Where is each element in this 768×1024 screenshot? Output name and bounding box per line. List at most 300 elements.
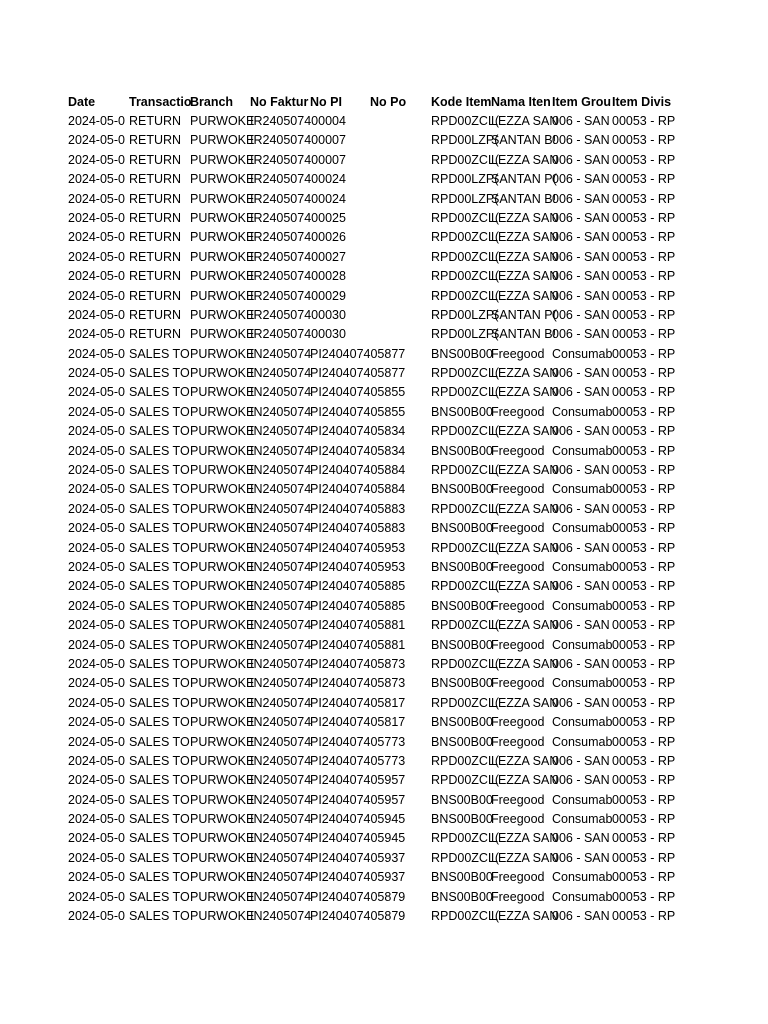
cell-date[interactable]: 2024-05-0 [68, 288, 125, 303]
cell-no-faktur[interactable]: IR240507400027 [250, 249, 346, 264]
cell-kode-item[interactable]: RPD00ZCL( [431, 152, 500, 167]
cell-item-division[interactable]: 00053 - RP [612, 559, 676, 574]
cell-transaction[interactable]: SALES TO [129, 909, 190, 924]
cell-no-faktur[interactable]: IN2405074 [250, 909, 312, 924]
cell-no-pi[interactable]: PI240407405855 [310, 404, 406, 419]
cell-branch[interactable]: PURWOKE [190, 172, 255, 187]
table-row[interactable] [68, 422, 688, 441]
cell-date[interactable]: 2024-05-0 [68, 773, 125, 788]
cell-kode-item[interactable]: RPD00ZCL( [431, 850, 500, 865]
cell-date[interactable]: 2024-05-0 [68, 249, 125, 264]
cell-item-group[interactable]: 006 - SAN [552, 501, 610, 516]
cell-kode-item[interactable]: RPD00ZCL( [431, 695, 500, 710]
table-row[interactable] [68, 791, 688, 810]
cell-item-group[interactable]: 006 - SAN [552, 172, 610, 187]
cell-transaction[interactable]: SALES TO [129, 618, 190, 633]
cell-no-faktur[interactable]: IR240507400028 [250, 269, 346, 284]
cell-transaction[interactable]: RETURN [129, 230, 182, 245]
cell-kode-item[interactable]: RPD00LZP( [431, 191, 499, 206]
cell-item-division[interactable]: 00053 - RP [612, 850, 676, 865]
cell-nama-item[interactable]: Freegood [491, 346, 545, 361]
cell-nama-item[interactable]: Freegood [491, 715, 545, 730]
cell-item-group[interactable]: Consumab [552, 404, 613, 419]
cell-item-division[interactable]: 00053 - RP [612, 269, 676, 284]
cell-branch[interactable]: PURWOKE [190, 598, 255, 613]
cell-date[interactable]: 2024-05-0 [68, 327, 125, 342]
cell-branch[interactable]: PURWOKE [190, 346, 255, 361]
table-row[interactable] [68, 849, 688, 868]
cell-kode-item[interactable]: RPD00ZCL( [431, 288, 500, 303]
cell-date[interactable]: 2024-05-0 [68, 501, 125, 516]
cell-date[interactable]: 2024-05-0 [68, 269, 125, 284]
cell-branch[interactable]: PURWOKE [190, 715, 255, 730]
cell-branch[interactable]: PURWOKE [190, 249, 255, 264]
table-row[interactable] [68, 888, 688, 907]
cell-no-faktur[interactable]: IN2405074 [250, 715, 312, 730]
cell-transaction[interactable]: SALES TO [129, 521, 190, 536]
cell-transaction[interactable]: SALES TO [129, 676, 190, 691]
cell-no-faktur[interactable]: IN2405074 [250, 598, 312, 613]
cell-nama-item[interactable]: LEZZA SAN [491, 753, 559, 768]
cell-no-faktur[interactable]: IN2405074 [250, 831, 312, 846]
cell-no-faktur[interactable]: IN2405074 [250, 656, 312, 671]
cell-item-group[interactable]: 006 - SAN [552, 850, 610, 865]
cell-branch[interactable]: PURWOKE [190, 269, 255, 284]
cell-nama-item[interactable]: LEZZA SAN [491, 269, 559, 284]
cell-branch[interactable]: PURWOKE [190, 366, 255, 381]
cell-item-group[interactable]: Consumab [552, 889, 613, 904]
cell-no-pi[interactable]: PI240407405879 [310, 889, 406, 904]
cell-item-group[interactable]: 006 - SAN [552, 269, 610, 284]
table-row[interactable] [68, 190, 688, 209]
cell-transaction[interactable]: RETURN [129, 307, 182, 322]
cell-branch[interactable]: PURWOKE [190, 753, 255, 768]
table-row[interactable] [68, 519, 688, 538]
cell-branch[interactable]: PURWOKE [190, 812, 255, 827]
cell-item-group[interactable]: 006 - SAN [552, 540, 610, 555]
table-row[interactable] [68, 907, 688, 926]
cell-kode-item[interactable]: BNS00B00 [431, 889, 493, 904]
cell-nama-item[interactable]: Freegood [491, 734, 545, 749]
cell-nama-item[interactable]: Freegood [491, 521, 545, 536]
cell-date[interactable]: 2024-05-0 [68, 637, 125, 652]
cell-date[interactable]: 2024-05-0 [68, 889, 125, 904]
cell-branch[interactable]: PURWOKE [190, 831, 255, 846]
cell-item-group[interactable]: Consumab [552, 443, 613, 458]
header-no-faktur[interactable]: No Faktur [250, 95, 309, 109]
cell-item-group[interactable]: Consumab [552, 637, 613, 652]
cell-item-division[interactable]: 00053 - RP [612, 812, 676, 827]
cell-no-faktur[interactable]: IN2405074 [250, 559, 312, 574]
cell-transaction[interactable]: RETURN [129, 114, 182, 128]
cell-nama-item[interactable]: SANTAN B! [491, 133, 557, 148]
cell-kode-item[interactable]: RPD00ZCL( [431, 618, 500, 633]
cell-nama-item[interactable]: LEZZA SAN [491, 463, 559, 478]
cell-kode-item[interactable]: BNS00B00 [431, 521, 493, 536]
cell-item-division[interactable]: 00053 - RP [612, 191, 676, 206]
cell-item-group[interactable]: 006 - SAN [552, 210, 610, 225]
cell-branch[interactable]: PURWOKE [190, 327, 255, 342]
cell-item-division[interactable]: 00053 - RP [612, 152, 676, 167]
cell-branch[interactable]: PURWOKE [190, 133, 255, 148]
table-row[interactable] [68, 480, 688, 499]
cell-no-pi[interactable]: PI240407405881 [310, 637, 406, 652]
cell-transaction[interactable]: SALES TO [129, 366, 190, 381]
cell-transaction[interactable]: SALES TO [129, 404, 190, 419]
table-row[interactable] [68, 267, 688, 286]
cell-branch[interactable]: PURWOKE [190, 579, 255, 594]
cell-branch[interactable]: PURWOKE [190, 559, 255, 574]
cell-no-faktur[interactable]: IN2405074 [250, 579, 312, 594]
cell-date[interactable]: 2024-05-0 [68, 152, 125, 167]
cell-nama-item[interactable]: SANTAN B! [491, 327, 557, 342]
cell-date[interactable]: 2024-05-0 [68, 656, 125, 671]
cell-no-faktur[interactable]: IN2405074 [250, 366, 312, 381]
cell-no-pi[interactable]: PI240407405945 [310, 831, 406, 846]
table-row[interactable] [68, 170, 688, 189]
cell-kode-item[interactable]: RPD00ZCL( [431, 753, 500, 768]
cell-no-faktur[interactable]: IN2405074 [250, 521, 312, 536]
cell-date[interactable]: 2024-05-0 [68, 559, 125, 574]
cell-no-faktur[interactable]: IR240507400026 [250, 230, 346, 245]
cell-item-division[interactable]: 00053 - RP [612, 501, 676, 516]
cell-kode-item[interactable]: BNS00B00 [431, 676, 493, 691]
cell-no-faktur[interactable]: IN2405074 [250, 676, 312, 691]
cell-no-faktur[interactable]: IN2405074 [250, 482, 312, 497]
cell-transaction[interactable]: SALES TO [129, 831, 190, 846]
cell-no-faktur[interactable]: IR240507400024 [250, 191, 346, 206]
cell-transaction[interactable]: SALES TO [129, 443, 190, 458]
cell-nama-item[interactable]: SANTAN B! [491, 191, 557, 206]
cell-no-pi[interactable]: PI240407405953 [310, 540, 406, 555]
cell-kode-item[interactable]: RPD00ZCL( [431, 424, 500, 439]
cell-nama-item[interactable]: LEZZA SAN [491, 152, 559, 167]
cell-item-division[interactable]: 00053 - RP [612, 424, 676, 439]
table-row[interactable] [68, 403, 688, 422]
cell-nama-item[interactable]: LEZZA SAN [491, 366, 559, 381]
cell-no-pi[interactable]: PI240407405945 [310, 812, 406, 827]
cell-item-group[interactable]: 006 - SAN [552, 191, 610, 206]
cell-date[interactable]: 2024-05-0 [68, 753, 125, 768]
cell-branch[interactable]: PURWOKE [190, 404, 255, 419]
cell-no-pi[interactable]: PI240407405773 [310, 734, 406, 749]
cell-branch[interactable]: PURWOKE [190, 773, 255, 788]
cell-no-faktur[interactable]: IN2405074 [250, 404, 312, 419]
cell-kode-item[interactable]: RPD00LZP( [431, 133, 499, 148]
header-item-division[interactable]: Item Divis [612, 95, 672, 109]
cell-nama-item[interactable]: LEZZA SAN [491, 540, 559, 555]
cell-item-division[interactable]: 00053 - RP [612, 133, 676, 148]
cell-branch[interactable]: PURWOKE [190, 443, 255, 458]
cell-item-division[interactable]: 00053 - RP [612, 210, 676, 225]
table-row[interactable] [68, 442, 688, 461]
cell-date[interactable]: 2024-05-0 [68, 385, 125, 400]
cell-item-division[interactable]: 00053 - RP [612, 114, 676, 128]
cell-item-division[interactable]: 00053 - RP [612, 366, 676, 381]
header-transaction[interactable]: Transactio [129, 95, 192, 109]
cell-transaction[interactable]: RETURN [129, 288, 182, 303]
cell-no-faktur[interactable]: IR240507400004 [250, 114, 346, 128]
cell-no-faktur[interactable]: IN2405074 [250, 850, 312, 865]
cell-no-pi[interactable]: PI240407405885 [310, 598, 406, 613]
cell-nama-item[interactable]: LEZZA SAN [491, 114, 559, 128]
cell-date[interactable]: 2024-05-0 [68, 812, 125, 827]
table-row[interactable] [68, 209, 688, 228]
cell-item-division[interactable]: 00053 - RP [612, 540, 676, 555]
cell-date[interactable]: 2024-05-0 [68, 366, 125, 381]
cell-item-division[interactable]: 00053 - RP [612, 579, 676, 594]
cell-date[interactable]: 2024-05-0 [68, 870, 125, 885]
cell-no-faktur[interactable]: IR240507400025 [250, 210, 346, 225]
cell-nama-item[interactable]: LEZZA SAN [491, 831, 559, 846]
cell-no-faktur[interactable]: IN2405074 [250, 501, 312, 516]
cell-no-faktur[interactable]: IR240507400007 [250, 152, 346, 167]
cell-nama-item[interactable]: LEZZA SAN [491, 909, 559, 924]
cell-transaction[interactable]: SALES TO [129, 889, 190, 904]
header-no-po[interactable]: No Po [370, 95, 407, 109]
cell-item-division[interactable]: 00053 - RP [612, 656, 676, 671]
table-row[interactable] [68, 287, 688, 306]
table-row[interactable] [68, 694, 688, 713]
cell-date[interactable]: 2024-05-0 [68, 850, 125, 865]
cell-kode-item[interactable]: BNS00B00 [431, 559, 493, 574]
cell-transaction[interactable]: SALES TO [129, 385, 190, 400]
cell-item-group[interactable]: 006 - SAN [552, 753, 610, 768]
cell-kode-item[interactable]: BNS00B00 [431, 482, 493, 497]
cell-item-division[interactable]: 00053 - RP [612, 792, 676, 807]
cell-no-faktur[interactable]: IR240507400030 [250, 307, 346, 322]
cell-item-group[interactable]: 006 - SAN [552, 579, 610, 594]
cell-item-division[interactable]: 00053 - RP [612, 404, 676, 419]
cell-item-group[interactable]: 006 - SAN [552, 618, 610, 633]
cell-no-faktur[interactable]: IN2405074 [250, 792, 312, 807]
cell-nama-item[interactable]: LEZZA SAN [491, 656, 559, 671]
cell-nama-item[interactable]: SANTAN P( [491, 172, 557, 187]
table-row[interactable] [68, 151, 688, 170]
cell-date[interactable]: 2024-05-0 [68, 114, 125, 128]
cell-branch[interactable]: PURWOKE [190, 695, 255, 710]
cell-transaction[interactable]: SALES TO [129, 715, 190, 730]
cell-nama-item[interactable]: LEZZA SAN [491, 501, 559, 516]
cell-branch[interactable]: PURWOKE [190, 114, 255, 128]
cell-date[interactable]: 2024-05-0 [68, 482, 125, 497]
cell-transaction[interactable]: RETURN [129, 269, 182, 284]
header-branch[interactable]: Branch [190, 95, 234, 109]
cell-no-faktur[interactable]: IR240507400007 [250, 133, 346, 148]
cell-date[interactable]: 2024-05-0 [68, 191, 125, 206]
table-row[interactable] [68, 752, 688, 771]
cell-item-group[interactable]: 006 - SAN [552, 307, 610, 322]
cell-transaction[interactable]: SALES TO [129, 579, 190, 594]
cell-transaction[interactable]: RETURN [129, 172, 182, 187]
cell-nama-item[interactable]: LEZZA SAN [491, 230, 559, 245]
cell-transaction[interactable]: SALES TO [129, 540, 190, 555]
cell-item-division[interactable]: 00053 - RP [612, 482, 676, 497]
cell-nama-item[interactable]: Freegood [491, 870, 545, 885]
cell-item-division[interactable]: 00053 - RP [612, 443, 676, 458]
header-nama-item[interactable]: Nama Iten [491, 95, 551, 109]
cell-kode-item[interactable]: BNS00B00 [431, 792, 493, 807]
cell-item-group[interactable]: Consumab [552, 482, 613, 497]
cell-item-group[interactable]: 006 - SAN [552, 463, 610, 478]
cell-branch[interactable]: PURWOKE [190, 734, 255, 749]
cell-transaction[interactable]: RETURN [129, 191, 182, 206]
cell-no-faktur[interactable]: IR240507400029 [250, 288, 346, 303]
cell-kode-item[interactable]: RPD00ZCL( [431, 463, 500, 478]
cell-transaction[interactable]: SALES TO [129, 773, 190, 788]
cell-item-group[interactable]: 006 - SAN [552, 133, 610, 148]
cell-branch[interactable]: PURWOKE [190, 482, 255, 497]
cell-no-faktur[interactable]: IN2405074 [250, 773, 312, 788]
cell-kode-item[interactable]: BNS00B00 [431, 443, 493, 458]
cell-item-group[interactable]: 006 - SAN [552, 327, 610, 342]
cell-no-pi[interactable]: PI240407405884 [310, 463, 406, 478]
cell-date[interactable]: 2024-05-0 [68, 695, 125, 710]
cell-item-division[interactable]: 00053 - RP [612, 521, 676, 536]
cell-item-group[interactable]: 006 - SAN [552, 831, 610, 846]
cell-date[interactable]: 2024-05-0 [68, 579, 125, 594]
cell-no-faktur[interactable]: IN2405074 [250, 695, 312, 710]
cell-no-faktur[interactable]: IN2405074 [250, 540, 312, 555]
cell-kode-item[interactable]: RPD00ZCL( [431, 210, 500, 225]
table-row[interactable] [68, 616, 688, 635]
cell-item-group[interactable]: Consumab [552, 792, 613, 807]
cell-nama-item[interactable]: SANTAN P( [491, 307, 557, 322]
cell-date[interactable]: 2024-05-0 [68, 715, 125, 730]
cell-transaction[interactable]: SALES TO [129, 734, 190, 749]
cell-transaction[interactable]: SALES TO [129, 637, 190, 652]
cell-item-group[interactable]: Consumab [552, 598, 613, 613]
table-row[interactable] [68, 461, 688, 480]
cell-transaction[interactable]: RETURN [129, 152, 182, 167]
cell-item-group[interactable]: Consumab [552, 521, 613, 536]
cell-transaction[interactable]: SALES TO [129, 501, 190, 516]
header-item-group[interactable]: Item Grou [552, 95, 612, 109]
cell-kode-item[interactable]: BNS00B00 [431, 637, 493, 652]
cell-nama-item[interactable]: Freegood [491, 812, 545, 827]
cell-no-pi[interactable]: PI240407405883 [310, 501, 406, 516]
cell-kode-item[interactable]: BNS00B00 [431, 715, 493, 730]
cell-transaction[interactable]: SALES TO [129, 656, 190, 671]
header-kode-item[interactable]: Kode Item [431, 95, 492, 109]
cell-no-faktur[interactable]: IN2405074 [250, 753, 312, 768]
cell-date[interactable]: 2024-05-0 [68, 618, 125, 633]
cell-nama-item[interactable]: LEZZA SAN [491, 210, 559, 225]
table-row[interactable] [68, 674, 688, 693]
cell-no-pi[interactable]: PI240407405877 [310, 366, 406, 381]
cell-no-faktur[interactable]: IR240507400024 [250, 172, 346, 187]
cell-no-pi[interactable]: PI240407405834 [310, 424, 406, 439]
cell-date[interactable]: 2024-05-0 [68, 792, 125, 807]
cell-item-division[interactable]: 00053 - RP [612, 734, 676, 749]
cell-item-group[interactable]: Consumab [552, 346, 613, 361]
cell-item-division[interactable]: 00053 - RP [612, 831, 676, 846]
cell-kode-item[interactable]: BNS00B00 [431, 404, 493, 419]
cell-item-group[interactable]: Consumab [552, 559, 613, 574]
cell-date[interactable]: 2024-05-0 [68, 424, 125, 439]
cell-no-pi[interactable]: PI240407405855 [310, 385, 406, 400]
cell-nama-item[interactable]: LEZZA SAN [491, 850, 559, 865]
cell-no-pi[interactable]: PI240407405834 [310, 443, 406, 458]
cell-item-division[interactable]: 00053 - RP [612, 463, 676, 478]
cell-kode-item[interactable]: BNS00B00 [431, 812, 493, 827]
cell-nama-item[interactable]: LEZZA SAN [491, 695, 559, 710]
cell-item-division[interactable]: 00053 - RP [612, 773, 676, 788]
cell-branch[interactable]: PURWOKE [190, 501, 255, 516]
cell-transaction[interactable]: SALES TO [129, 346, 190, 361]
cell-nama-item[interactable]: Freegood [491, 443, 545, 458]
cell-no-faktur[interactable]: IR240507400030 [250, 327, 346, 342]
cell-branch[interactable]: PURWOKE [190, 889, 255, 904]
cell-kode-item[interactable]: RPD00ZCL( [431, 249, 500, 264]
cell-transaction[interactable]: RETURN [129, 327, 182, 342]
cell-no-pi[interactable]: PI240407405884 [310, 482, 406, 497]
cell-item-division[interactable]: 00053 - RP [612, 637, 676, 652]
cell-no-faktur[interactable]: IN2405074 [250, 618, 312, 633]
table-row[interactable] [68, 868, 688, 887]
cell-date[interactable]: 2024-05-0 [68, 230, 125, 245]
cell-date[interactable]: 2024-05-0 [68, 463, 125, 478]
cell-transaction[interactable]: SALES TO [129, 695, 190, 710]
cell-nama-item[interactable]: LEZZA SAN [491, 385, 559, 400]
cell-no-pi[interactable]: PI240407405879 [310, 909, 406, 924]
cell-item-group[interactable]: 006 - SAN [552, 152, 610, 167]
cell-item-group[interactable]: 006 - SAN [552, 909, 610, 924]
cell-transaction[interactable]: RETURN [129, 133, 182, 148]
cell-no-pi[interactable]: PI240407405953 [310, 559, 406, 574]
cell-branch[interactable]: PURWOKE [190, 850, 255, 865]
table-row[interactable] [68, 131, 688, 150]
cell-no-pi[interactable]: PI240407405773 [310, 753, 406, 768]
cell-item-group[interactable]: Consumab [552, 812, 613, 827]
cell-no-pi[interactable]: PI240407405817 [310, 695, 406, 710]
cell-item-group[interactable]: 006 - SAN [552, 114, 610, 128]
cell-kode-item[interactable]: RPD00ZCL( [431, 579, 500, 594]
cell-date[interactable]: 2024-05-0 [68, 909, 125, 924]
cell-kode-item[interactable]: RPD00ZCL( [431, 385, 500, 400]
cell-item-group[interactable]: Consumab [552, 676, 613, 691]
cell-no-pi[interactable]: PI240407405885 [310, 579, 406, 594]
cell-item-group[interactable]: 006 - SAN [552, 366, 610, 381]
cell-item-group[interactable]: 006 - SAN [552, 230, 610, 245]
cell-branch[interactable]: PURWOKE [190, 288, 255, 303]
cell-transaction[interactable]: SALES TO [129, 482, 190, 497]
cell-branch[interactable]: PURWOKE [190, 424, 255, 439]
cell-kode-item[interactable]: RPD00ZCL( [431, 230, 500, 245]
cell-item-group[interactable]: 006 - SAN [552, 424, 610, 439]
cell-nama-item[interactable]: Freegood [491, 792, 545, 807]
cell-item-division[interactable]: 00053 - RP [612, 230, 676, 245]
cell-item-group[interactable]: Consumab [552, 870, 613, 885]
table-row[interactable] [68, 500, 688, 519]
cell-item-group[interactable]: 006 - SAN [552, 249, 610, 264]
cell-item-division[interactable]: 00053 - RP [612, 385, 676, 400]
table-row[interactable] [68, 733, 688, 752]
cell-nama-item[interactable]: Freegood [491, 598, 545, 613]
cell-item-division[interactable]: 00053 - RP [612, 249, 676, 264]
cell-nama-item[interactable]: LEZZA SAN [491, 288, 559, 303]
cell-item-division[interactable]: 00053 - RP [612, 346, 676, 361]
cell-kode-item[interactable]: BNS00B00 [431, 346, 493, 361]
cell-item-group[interactable]: Consumab [552, 715, 613, 730]
cell-transaction[interactable]: SALES TO [129, 792, 190, 807]
cell-kode-item[interactable]: BNS00B00 [431, 598, 493, 613]
cell-kode-item[interactable]: BNS00B00 [431, 870, 493, 885]
table-row[interactable] [68, 713, 688, 732]
cell-item-group[interactable]: 006 - SAN [552, 695, 610, 710]
cell-item-group[interactable]: 006 - SAN [552, 773, 610, 788]
cell-branch[interactable]: PURWOKE [190, 792, 255, 807]
